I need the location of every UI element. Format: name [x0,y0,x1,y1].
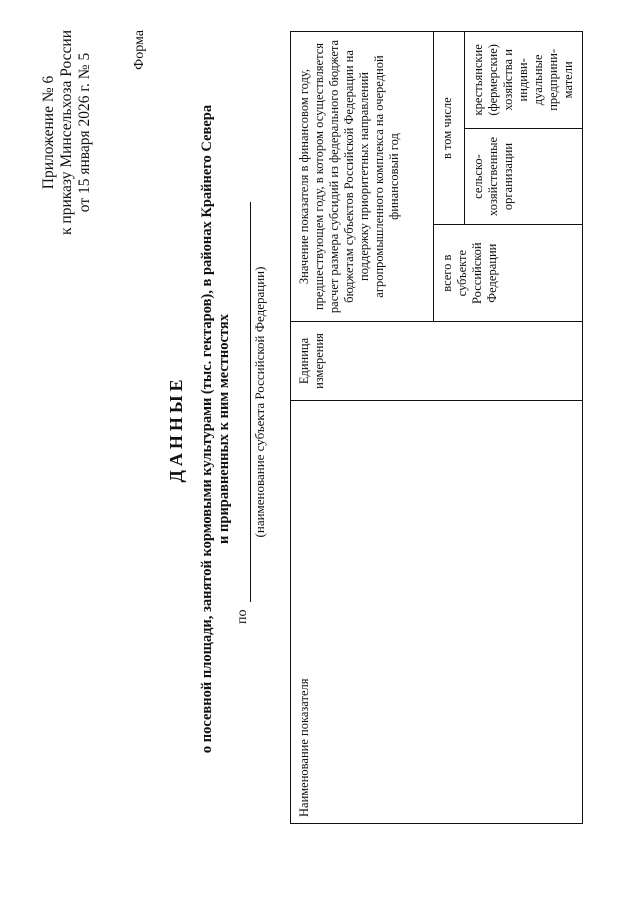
document-title [168,84,233,774]
region-blank-line [250,202,251,602]
data-table [290,31,583,824]
table-header-row [291,32,434,824]
title-line-2: и приравненных к ним местностях [216,314,232,544]
header-farms: крестьянские (фермерские) хозяйства и индиви-дуальные предприни-матели [465,32,583,129]
header-including: в том числе [434,32,465,225]
header-indicator-name: Наименование показателя [291,401,583,824]
appendix-line-1: Приложение № 6 [40,75,57,190]
appendix-line-3: от 15 января 2026 г. № 5 [76,52,93,213]
header-agri-orgs: сельско-хозяйственные организации [465,128,583,225]
appendix-line-2: к приказу Минсельхоза России [58,30,75,235]
region-prefix: по [235,609,250,624]
header-total: всего в субъекте Российской Федерации [434,225,583,322]
header-value: Значение показателя в финансовом году, предшествующем году, в котором осуществляется расчет размера субсидий из федерального бюджета бюджетам субъектов Российской Федерации на поддержку приоритетных направлений агропромышленного комплекса на очередной финансовый год [291,32,434,322]
title-line-1: о посевной площади, занятой кормовыми культурами (тыс. гектаров), в районах Крайнего Севера [199,104,215,754]
header-unit: Единица измерения [291,322,583,401]
appendix-block [40,30,94,235]
title-main: ДАННЫЕ [166,375,186,483]
form-label: Форма [132,30,147,70]
region-caption: (наименование субъекта Российской Федерации) [252,266,267,538]
